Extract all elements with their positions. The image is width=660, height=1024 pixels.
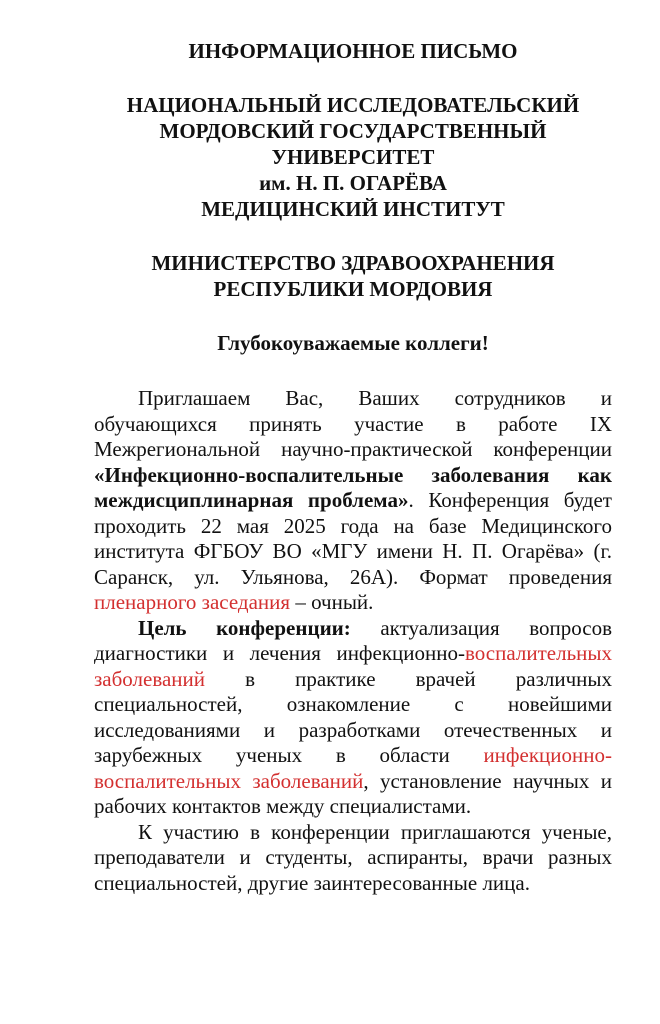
goal-text-3: , установление научных и рабочих контактов между специалистами.	[94, 768, 612, 818]
letter-title	[94, 38, 612, 64]
conference-name: «Инфекционно-воспалительные заболевания как междисциплинарная проблема»	[94, 462, 612, 512]
university-heading	[94, 92, 612, 222]
university-line: им. Н. П. ОГАРЁВА	[259, 171, 447, 195]
invitation-paragraph	[94, 386, 612, 616]
format-highlight: пленарного заседания	[94, 590, 291, 614]
university-line: НАЦИОНАЛЬНЫЙ ИССЛЕДОВАТЕЛЬСКИЙ	[126, 93, 580, 117]
ministry-line: РЕСПУБЛИКИ МОРДОВИЯ	[213, 277, 493, 301]
university-line: МОРДОВСКИЙ ГОСУДАРСТВЕННЫЙ	[159, 119, 547, 143]
ministry-heading	[94, 250, 612, 302]
goal-highlight-2: инфекционно-воспалительных заболеваний	[94, 743, 612, 793]
goal-paragraph	[94, 616, 612, 820]
participants-paragraph: К участию в конференции приглашаются ученые, преподаватели и студенты, аспиранты, врачи разных специальностей, другие заинтересованные лица.	[94, 819, 612, 895]
format-end: – очный.	[290, 590, 374, 614]
letter-title-text: ИНФОРМАЦИОННОЕ ПИСЬМО	[188, 39, 518, 63]
invitation-intro: Приглашаем Вас, Ваших сотрудников и обучающихся принять участие в работе IX Межрегиональной научно-практической конференции	[94, 386, 612, 461]
goal-text-1: актуализация вопросов диагностики и лечения инфекционно-	[94, 615, 612, 665]
conference-details: . Конференция будет проходить 22 мая 2025 года на базе Медицинского института ФГБОУ ВО «МГУ имени Н. П. Огарёва» (г. Саранск, ул. Ульянова, 26А). Формат проведения	[94, 488, 612, 589]
greeting: Глубокоуважаемые коллеги!	[217, 331, 489, 355]
goal-highlight-1: воспалительных заболеваний	[94, 641, 612, 691]
ministry-line: МИНИСТЕРСТВО ЗДРАВООХРАНЕНИЯ	[151, 251, 555, 275]
university-line: МЕДИЦИНСКИЙ ИНСТИТУТ	[201, 197, 505, 221]
university-line: УНИВЕРСИТЕТ	[271, 145, 435, 169]
goal-text-2: в практике врачей различных специальностей, ознакомление с новейшими исследованиями и разработками отечественных и зарубежных ученых в области	[94, 666, 612, 767]
goal-label: Цель конференции:	[138, 615, 351, 640]
